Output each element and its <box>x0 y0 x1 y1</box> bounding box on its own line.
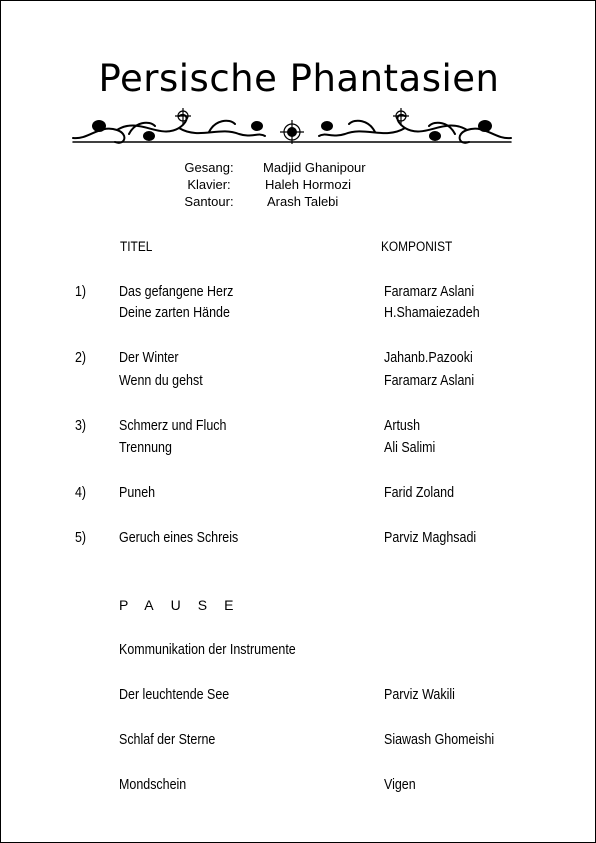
piece-number: 3) <box>75 418 87 434</box>
piece-title: Schmerz und Fluch <box>119 418 227 434</box>
piece-title: Schlaf der Sterne <box>119 732 216 748</box>
piece-title: Wenn du gehst <box>119 373 203 389</box>
piece-composer: H.Shamaiezadeh <box>384 305 480 321</box>
performer-names <box>263 159 366 210</box>
piece-composer: Faramarz Aslani <box>384 284 475 300</box>
piece-composer: Siawash Ghomeishi <box>384 732 495 748</box>
piece-number: 5) <box>75 530 87 546</box>
performer-roles <box>179 159 239 210</box>
piece-composer: Ali Salimi <box>384 440 436 456</box>
piece-composer: Farid Zoland <box>384 485 455 501</box>
piece-composer: Parviz Wakili <box>384 687 455 703</box>
piece-number: 1) <box>75 284 87 300</box>
piece-composer: Artush <box>384 418 421 434</box>
performer-role: Klavier: <box>187 177 231 192</box>
piece-number: 4) <box>75 485 87 501</box>
piece-composer: Vigen <box>384 777 416 793</box>
performer-name: Arash Talebi <box>267 194 339 209</box>
piece-title: Puneh <box>119 485 156 501</box>
piece-title: Das gefangene Herz <box>119 284 234 300</box>
piece-number: 2) <box>75 350 87 366</box>
performer-name: Madjid Ghanipour <box>263 160 366 175</box>
column-header-title: TITEL <box>120 239 153 254</box>
program-title: Persische Phantasien <box>98 57 500 100</box>
ornament-divider <box>69 106 515 150</box>
performer-role: Gesang: <box>184 160 234 175</box>
piece-title: Kommunikation der Instrumente <box>119 642 296 658</box>
pause-label: PAUSE <box>119 597 251 613</box>
piece-title: Der Winter <box>119 350 179 366</box>
performer-role: Santour: <box>184 194 234 209</box>
performer-name: Haleh Hormozi <box>265 177 351 192</box>
piece-title: Deine zarten Hände <box>119 305 230 321</box>
piece-title: Trennung <box>119 440 172 456</box>
piece-title: Der leuchtende See <box>119 687 230 703</box>
piece-composer: Parviz Maghsadi <box>384 530 477 546</box>
piece-composer: Faramarz Aslani <box>384 373 475 389</box>
piece-composer: Jahanb.Pazooki <box>384 350 473 366</box>
piece-title: Mondschein <box>119 777 187 793</box>
piece-title: Geruch eines Schreis <box>119 530 239 546</box>
column-header-composer: KOMPONIST <box>381 239 453 254</box>
